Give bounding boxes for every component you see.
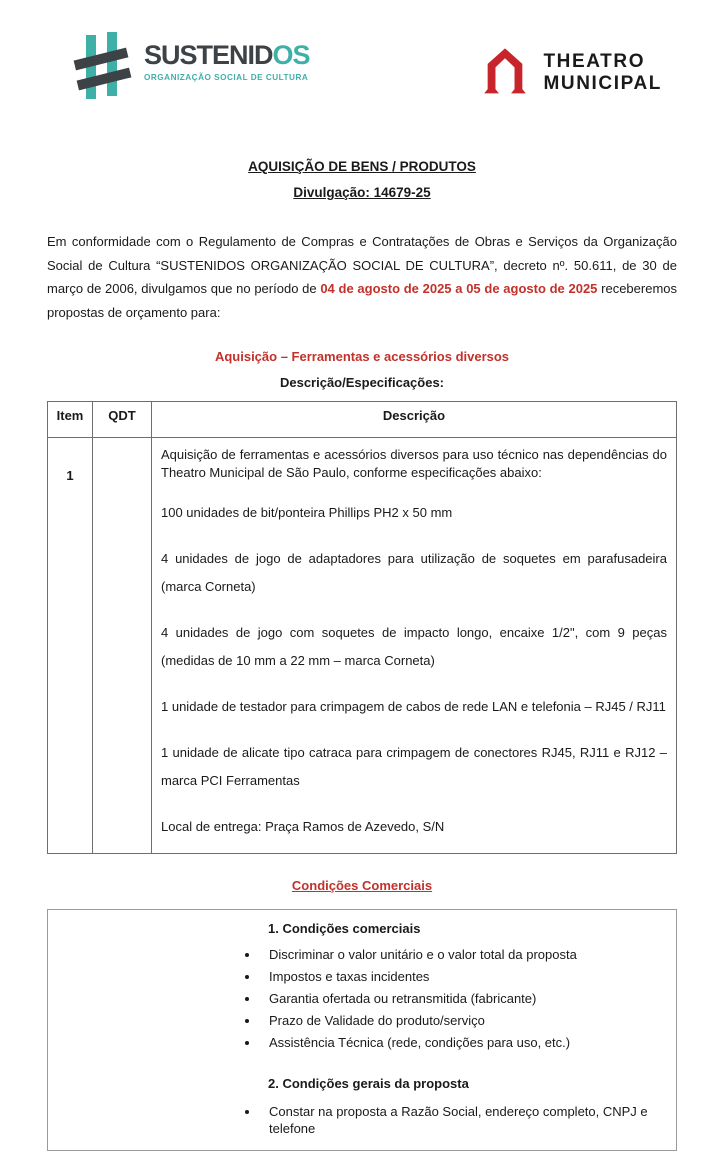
commercial-conditions-box (47, 909, 677, 1151)
intro-text-part1: Em conformidade com o Regulamento de Compras e Contratações de Obras e Serviços da Organização Social de Cultura “SUSTENIDOS ORGANIZAÇÃO SOCIAL DE CULTURA”, decreto nº. 50.611, de 30 de março de 2006, divulgamos que no período de (47, 234, 677, 296)
document-title: AQUISIÇÃO DE BENS / PRODUTOS (248, 159, 476, 174)
theatro-logo-text (543, 51, 662, 94)
theatro-logo-line2: MUNICIPAL (543, 72, 662, 94)
spec-delivery-location: Local de entrega: Praça Ramos de Azevedo, S/N (161, 819, 445, 834)
sustenidos-logo-text (144, 30, 310, 82)
spec-table (47, 401, 677, 854)
sustenidos-wordmark-teal: OS (272, 40, 310, 70)
spec-table-header-descricao: Descrição (152, 402, 677, 438)
conditions-section1-list (58, 946, 666, 1051)
conditions-section2-title: 2. Condições gerais da proposta (268, 1076, 469, 1091)
spec-section-heading: Descrição/Especificações: (279, 375, 445, 390)
conditions-section2-list (58, 1103, 666, 1137)
spec-description-paragraph: Aquisição de ferramentas e acessórios diversos para uso técnico nas dependências do Theatro Municipal de São Paulo, conforme especificações abaixo: (161, 447, 667, 480)
spec-table-header-item: Item (48, 402, 93, 438)
conditions-list-item: • Assistência Técnica (rede, condições para uso, etc.) (260, 1034, 666, 1051)
conditions-list-item: • Garantia ofertada ou retransmitida (fabricante) (260, 990, 666, 1007)
spec-table-header-row (48, 402, 677, 438)
sustenidos-wordmark-dark: SUSTENID (144, 40, 273, 70)
theatro-logo-line1: THEATRO (543, 51, 646, 73)
spec-table-row (48, 438, 677, 854)
conditions-list-item: • Impostos e taxas incidentes (260, 968, 666, 985)
intro-paragraph (47, 230, 677, 324)
theatro-municipal-logo (479, 30, 662, 103)
document-subtitle: Divulgação: 14679-25 (293, 185, 431, 200)
intro-text-part2: receberemos propostas de orçamento para: (47, 281, 678, 320)
spec-description-paragraph: 1 unidade de testador para crimpagem de cabos de rede LAN e telefonia – RJ45 / RJ11 (161, 699, 666, 714)
theatro-arch-icon (479, 42, 531, 103)
conditions-list-item: • Prazo de Validade do produto/serviço (260, 1012, 666, 1029)
conditions-section1-title: 1. Condições comerciais (268, 921, 421, 936)
logo-row (0, 0, 724, 109)
conditions-list-item: • Constar na proposta a Razão Social, endereço completo, CNPJ e telefone (260, 1103, 666, 1137)
acquisition-section-heading: Aquisição – Ferramentas e acessórios diversos (214, 349, 510, 364)
commercial-conditions-heading: Condições Comerciais (291, 878, 433, 893)
intro-date-range: 04 de agosto de 2025 a 05 de agosto de 2025 (320, 281, 598, 296)
spec-qdt-cell (93, 438, 152, 854)
sustenidos-logo (72, 30, 310, 109)
spec-item-number-cell: 1 (48, 438, 93, 854)
sustenidos-hash-icon (72, 30, 134, 109)
spec-description-cell (152, 438, 677, 854)
sustenidos-wordmark (144, 40, 310, 70)
spec-table-header-qdt: QDT (93, 402, 152, 438)
spec-description-paragraph: 4 unidades de jogo de adaptadores para utilização de soquetes em parafusadeira (marca Corneta) (161, 551, 667, 594)
sustenidos-tagline: ORGANIZAÇÃO SOCIAL DE CULTURA (144, 73, 309, 82)
spec-description-paragraph: 4 unidades de jogo com soquetes de impacto longo, encaixe 1/2", com 9 peças (medidas de 10 mm a 22 mm – marca Corneta) (161, 625, 667, 668)
spec-description-paragraph: 1 unidade de alicate tipo catraca para crimpagem de conectores RJ45, RJ11 e RJ12 – marca PCI Ferramentas (161, 745, 667, 788)
spec-description-paragraph: 100 unidades de bit/ponteira Phillips PH2 x 50 mm (161, 505, 453, 520)
conditions-list-item: • Discriminar o valor unitário e o valor total da proposta (260, 946, 666, 963)
